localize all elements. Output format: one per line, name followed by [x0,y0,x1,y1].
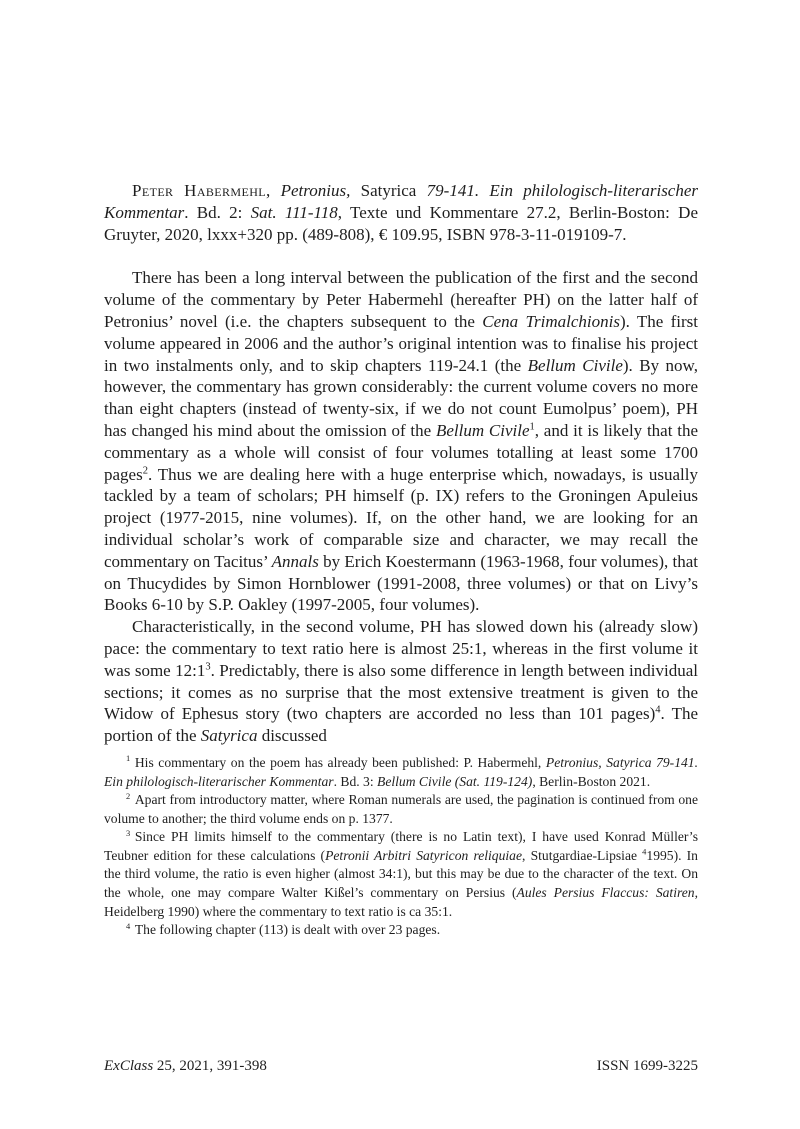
footnotes-section [104,754,698,940]
footnote-text: Since PH limits himself to the commentary (there is no Latin text), I have used Konrad Müller’s Teubner edition for these calculations (Petronii Arbitri Satyricon reliquiae, Stutgardiae-Lipsiae $^4$1995). In the third volume, the ratio is even higher (almost 34:1), but this may be due to the character of the text. On the whole, one may compare Walter Kißel’s commentary on Persius (Aules Persius Flaccus: Satiren, Heidelberg 1990) where the commentary to text ratio is ca 35:1. [104,829,698,919]
footnote-text: Apart from introductory matter, where Roman numerals are used, the pagination is continued from one volume to another; the third volume ends on p. 1377. [104,792,698,826]
footnote-text: His commentary on the poem has already been published: P. Habermehl, Petronius, Satyrica 79-141. Ein philologisch-literarischer Kommentar. Bd. 3: Bellum Civile (Sat. 119-124), Berlin-Boston 2021. [104,754,698,789]
footnote-marker: 1 [126,753,131,764]
footnote-marker: 2 [126,790,131,801]
footnote-1 [104,754,698,791]
bibliographic-reference: Peter Habermehl, Petronius, Satyrica 79-141. Ein philologisch-literarischer Kommentar. Bd. 2: Sat. 111-118, Texte und Kommentare 27.2, Berlin-Boston: De Gruyter, 2020, lxxx+320 pp. (489-808), € 109.95, ISBN 978-3-11-019109-7. [104,181,699,244]
issn: ISSN 1699-3225 [596,1058,698,1074]
footnote-2 [104,791,698,828]
footnote-3 [104,828,698,921]
journal-citation: ExClass 25, 2021, 391-398 [104,1058,267,1074]
text-block [104,180,698,940]
body-paragraph-1: There has been a long interval between the publication of the first and the second volume of the commentary by Peter Habermehl (hereafter PH) on the latter half of Petronius’ novel (i.e. the chapters subsequent to the Cena Trimalchionis). The first volume appeared in 2006 and the author’s original intention was to finalise his project in two instalments only, and to skip chapters 119-24.1 (the Bellum Civile). By now, however, the commentary has grown considerably: the current volume covers no more than eight chapters (instead of twenty-six, if we do not count Eumolpus’ poem), PH has changed his mind about the omission of the Bellum Civile$^1$, and it is likely that the commentary as a whole will consist of four volumes totalling at least some 1700 pages$^2$. Thus we are dealing here with a huge enterprise which, nowadays, is usually tackled by a team of scholars; PH himself (p. IX) refers to the Groningen Apuleius project (1977-2015, nine volumes). If, on the other hand, we are looking for an individual scholar’s work of comparable size and character, we may recall the commentary on Tacitus’ Annals by Erich Koestermann (1963-1968, four volumes), that on Thucydides by Simon Hornblower (1991-2008, three volumes) or that on Livy’s Books 6-10 by S.P. Oakley (1997-2005, four volumes). [104,268,699,615]
footnote-4 [104,921,698,940]
page-footer [104,1057,698,1076]
footnote-marker: 3 [126,827,131,838]
body-paragraph-2: Characteristically, in the second volume, PH has slowed down his (already slow) pace: the commentary to text ratio here is almost 25:1, whereas in the first volume it was some $12:1^3$. Predictably, there is also some difference in length between individual sections; it comes as no surprise that the most extensive treatment is given to the Widow of Ephesus story (two chapters are accorded no less than 101 pages)$^4$. The portion of the Satyrica discussed [104,617,698,746]
footnote-marker: 4 [126,920,131,931]
footnote-text: The following chapter (113) is dealt with over 23 pages. [134,922,441,938]
